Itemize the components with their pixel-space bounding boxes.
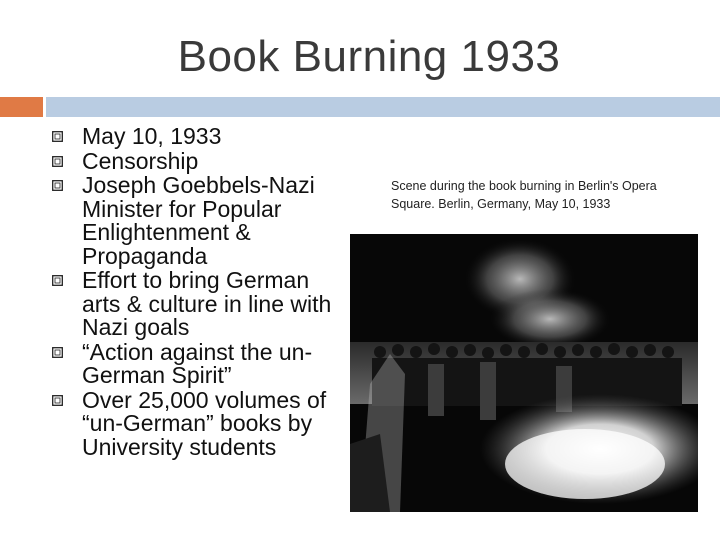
hollow-square-bullet-icon — [52, 131, 63, 142]
hollow-square-bullet-icon — [52, 275, 63, 286]
bullet-text: Censorship — [82, 147, 199, 174]
bullet-text: “Action against the un-German Spirit” — [82, 338, 313, 388]
bullet-item — [52, 338, 342, 388]
bullet-item — [52, 147, 342, 174]
photo-illustration — [350, 234, 698, 512]
hollow-square-bullet-icon — [52, 156, 63, 167]
hollow-square-bullet-icon — [52, 347, 63, 358]
accent-bar-orange — [0, 97, 43, 117]
slide-title: Book Burning 1933 — [177, 32, 561, 81]
photo-caption: Scene during the book burning in Berlin's Opera Square. Berlin, Germany, May 10, 1933 — [391, 179, 657, 211]
bullet-text: Over 25,000 volumes of “un-German” books by University students — [82, 386, 327, 460]
accent-bar-blue — [46, 97, 720, 117]
bullet-item — [52, 269, 342, 340]
hollow-square-bullet-icon — [52, 395, 63, 406]
book-burning-photo — [350, 234, 698, 512]
bullet-item — [52, 386, 342, 460]
bullet-item — [52, 174, 342, 268]
bullet-text: Joseph Goebbels-Nazi Minister for Popular Enlightenment & Propaganda — [82, 172, 315, 269]
bullet-item — [52, 125, 342, 149]
bullet-list — [52, 125, 342, 460]
hollow-square-bullet-icon — [52, 180, 63, 191]
bullet-text: May 10, 1933 — [82, 123, 222, 149]
bullet-text: Effort to bring German arts & culture in line with Nazi goals — [82, 267, 332, 340]
